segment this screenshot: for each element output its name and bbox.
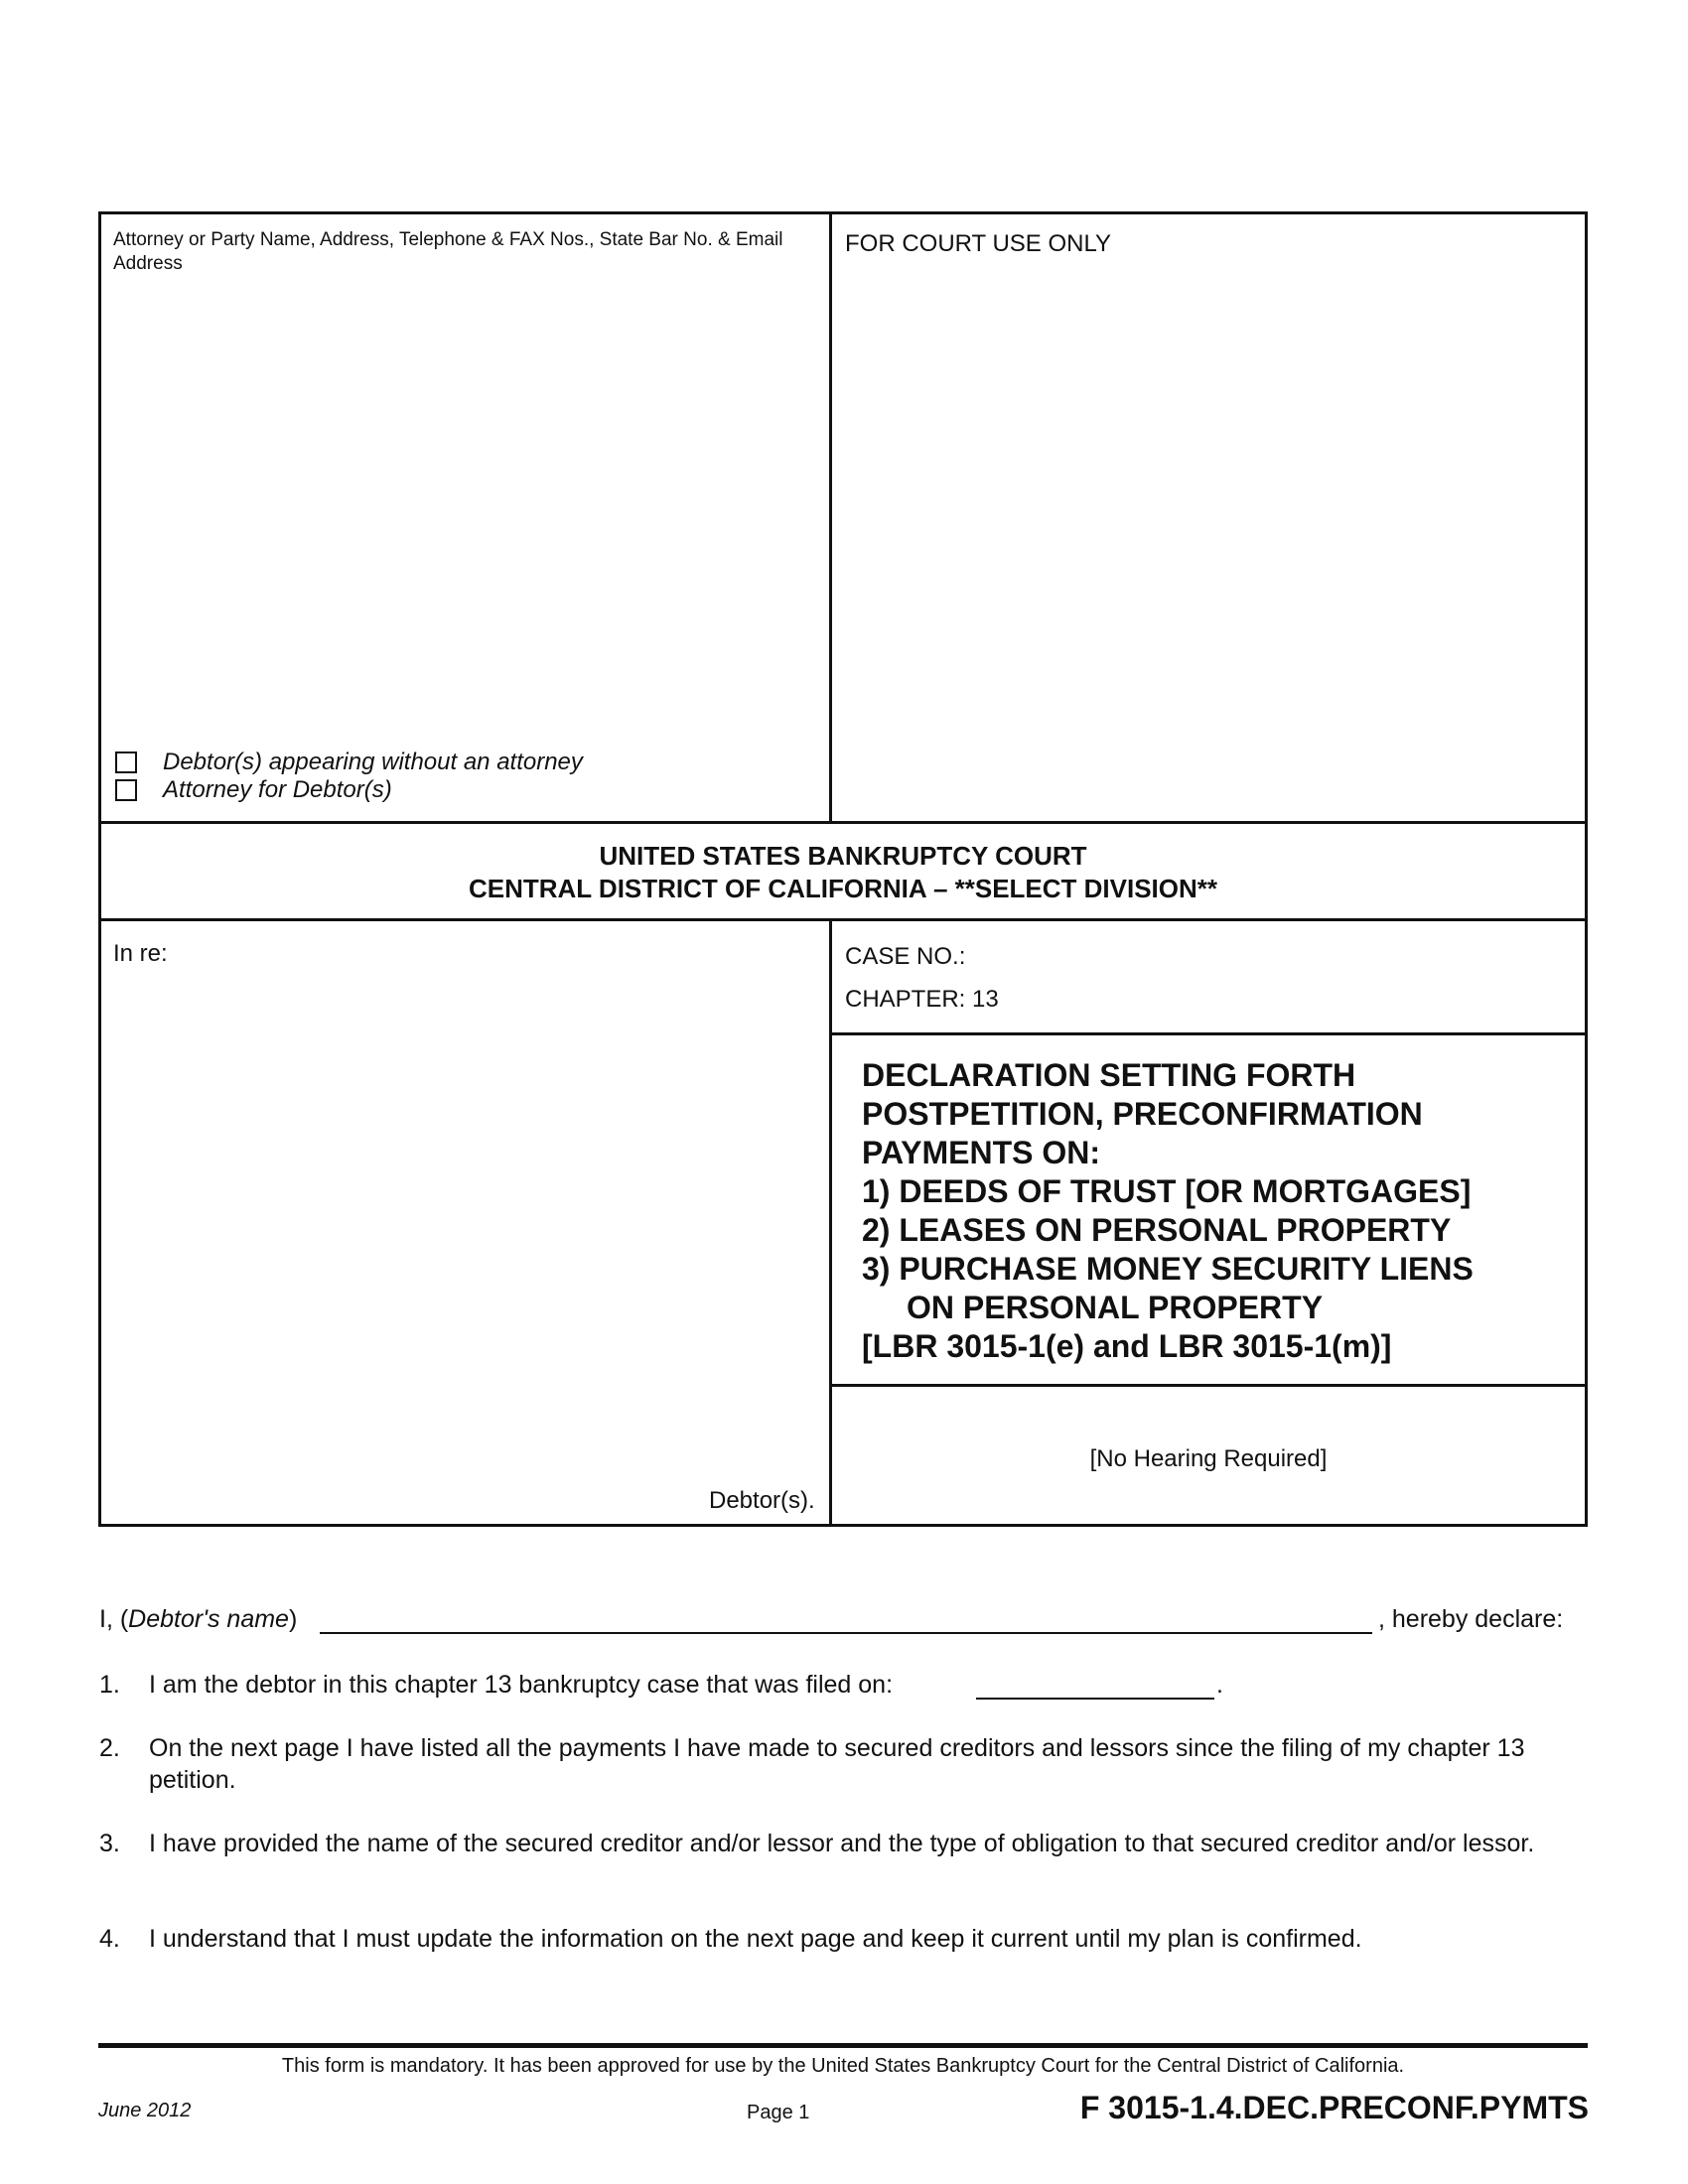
intro-end: , hereby declare: [1378,1605,1564,1633]
case-number-label: CASE NO.: [845,943,966,970]
chapter-label: CHAPTER: 13 [845,986,999,1013]
footer-mandatory-note: This form is mandatory. It has been approved for use by the United States Bankruptcy Court for the Central District of California. [281,2055,1405,2077]
header-divider-vertical [829,211,832,822]
footer-form-id: F 3015-1.4.DEC.PRECONF.PYMTS [1079,2090,1589,2125]
hearing-note: [No Hearing Required] [1089,1445,1328,1472]
footer-rule [98,2043,1588,2048]
court-district: CENTRAL DISTRICT OF CALIFORNIA – **SELECT DIVISION** [468,874,1218,903]
title-divider [829,1384,1588,1387]
header-divider-horizontal [98,821,1588,824]
attorney-for-debtor-checkbox[interactable] [115,779,137,801]
title-line-8: [LBR 3015-1(e) and LBR 3015-1(m)] [862,1328,1392,1364]
intro-debtor-name-label: Debtor's name [128,1605,289,1633]
item-3-number: 3. [99,1830,120,1857]
court-divider-horizontal [98,918,1588,921]
title-line-2: POSTPETITION, PRECONFIRMATION [862,1096,1423,1132]
item-4-text: I understand that I must update the information on the next page and keep it current until my plan is confirmed. [149,1925,1362,1953]
declaration-title [862,1056,1577,1366]
item-4-number: 4. [99,1925,120,1953]
debtor-name-field[interactable] [320,1632,1372,1634]
title-line-7: ON PERSONAL PROPERTY [907,1290,1324,1325]
footer-date: June 2012 [98,2100,192,2121]
item-2-text: On the next page I have listed all the payments I have made to secured creditors and lessors since the filing of my chapter 13 petition. [149,1734,1525,1794]
item-1-number: 1. [99,1671,120,1699]
attorney-info-label: Attorney or Party Name, Address, Telephone & FAX Nos., State Bar No. & Email Address [113,229,783,274]
title-line-6: 3) PURCHASE MONEY SECURITY LIENS [862,1251,1474,1287]
title-line-3: PAYMENTS ON: [862,1135,1101,1170]
court-use-label: FOR COURT USE ONLY [845,230,1112,257]
debtor-pro-se-checkbox[interactable] [115,751,137,773]
case-number-divider [829,1032,1588,1035]
title-line-4: 1) DEEDS OF TRUST [OR MORTGAGES] [862,1173,1472,1209]
item-3-text: I have provided the name of the secured creditor and/or lessor and the type of obligation to that secured creditor and/or lessor. [149,1830,1535,1857]
item-2-number: 2. [99,1734,120,1762]
title-line-1: DECLARATION SETTING FORTH [862,1057,1356,1093]
court-name: UNITED STATES BANKRUPTCY COURT [599,841,1087,871]
declaration-intro [99,1603,297,1635]
attorney-for-debtor-label: Attorney for Debtor(s) [163,776,392,803]
item-1-text: I am the debtor in this chapter 13 bankruptcy case that was filed on: [149,1671,894,1699]
debtors-label: Debtor(s). [709,1487,815,1514]
filing-date-field[interactable] [976,1698,1214,1700]
title-line-5: 2) LEASES ON PERSONAL PROPERTY [862,1212,1452,1248]
debtor-pro-se-label: Debtor(s) appearing without an attorney [163,749,583,775]
in-re-label: In re: [113,940,168,967]
item-1-tail: . [1216,1671,1223,1699]
case-divider-vertical [829,918,832,1527]
intro-suffix: ) [288,1605,298,1633]
intro-prefix: I, ( [99,1605,129,1633]
footer-page-number: Page 1 [747,2102,810,2123]
